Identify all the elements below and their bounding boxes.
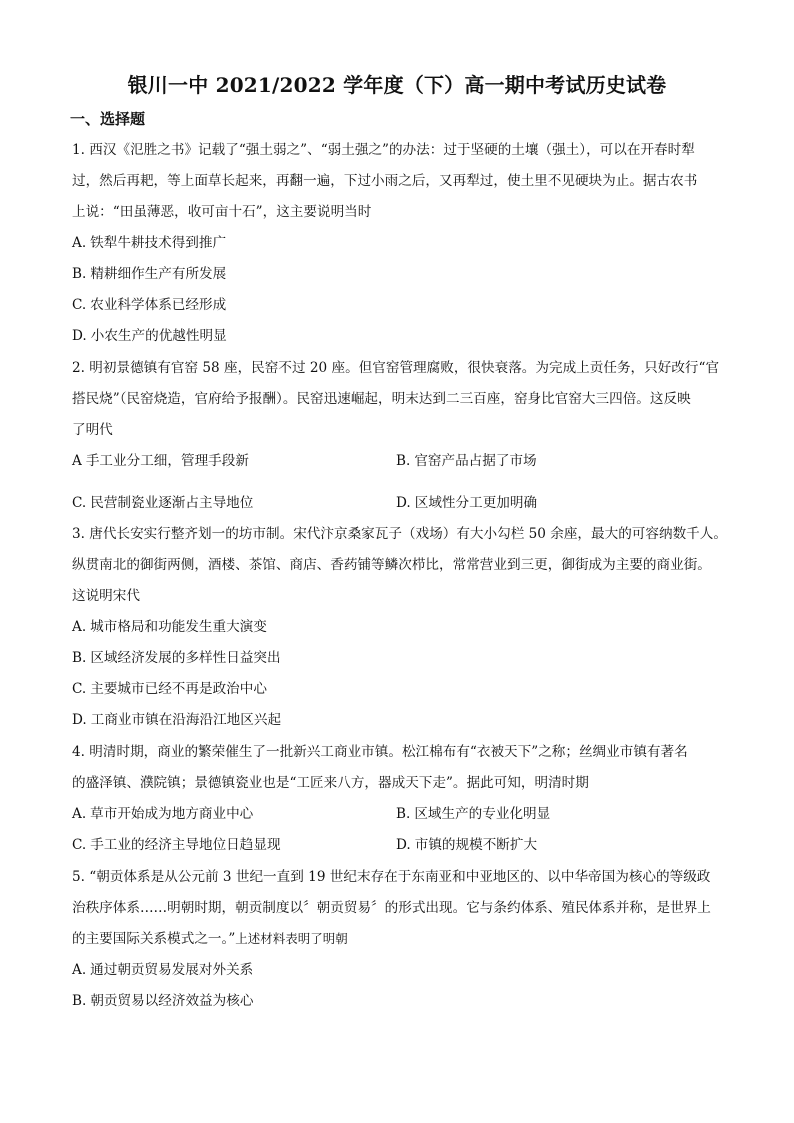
question-5-stem-quote-end: 的主要国际关系模式之一。” <box>72 931 236 947</box>
option-letter: D. <box>72 328 87 344</box>
question-2-option-d[interactable] <box>396 493 537 513</box>
option-letter: B. <box>396 806 411 822</box>
option-letter: A <box>72 453 82 469</box>
question-3-stem-line: 这说明宋代 <box>72 588 140 604</box>
question-1-stem-line: 过，然后再耙，等上面草长起来，再翻一遍，下过小雨之后，又再犁过，使土里不见硬块为止。据古农书 <box>72 173 698 189</box>
section-heading: 一、选择题 <box>70 110 146 128</box>
question-4-option-a[interactable] <box>72 804 253 824</box>
question-5-option-b[interactable] <box>72 991 253 1011</box>
question-5-option-a[interactable] <box>72 960 253 980</box>
question-3-stem-line: 纵贯南北的御街两侧，酒楼、茶馆、商店、香药铺等鳞次栉比，常常营业到三更，御街成为主要的商业街。 <box>72 557 711 573</box>
option-text: 铁犁牛耕技术得到推广 <box>90 235 227 251</box>
question-1-option-d[interactable] <box>72 326 227 346</box>
question-4-option-c[interactable] <box>72 835 281 855</box>
question-2-stem-line: 2. 明初景德镇有官窑 58 座，民窑不过 20 座。但官窑管理腐败，很快衰落。为完成上贡任务，只好改行“官 <box>72 360 720 376</box>
option-text: 草市开始成为地方商业中心 <box>90 806 254 822</box>
option-letter: A. <box>72 806 87 822</box>
option-text: 市镇的规模不断扩大 <box>414 837 538 853</box>
option-text: 民营制瓷业逐渐占主导地位 <box>90 495 254 511</box>
option-letter: C. <box>72 495 87 511</box>
question-2-stem-line: 搭民烧”（民窑烧造，官府给予报酬）。民窑迅速崛起，明末达到二三百座，窑身比官窑大三四倍。这反映 <box>72 391 691 407</box>
question-5-stem-line-last <box>72 929 348 949</box>
option-letter: A. <box>72 962 87 978</box>
question-2-option-b[interactable] <box>396 451 537 471</box>
option-letter: C. <box>72 681 87 697</box>
option-text: 区域生产的专业化明显 <box>414 806 551 822</box>
option-letter: D. <box>396 495 411 511</box>
question-5-stem-tail: 上述材料表明了明朝 <box>235 931 348 946</box>
option-text: 小农生产的优越性明显 <box>90 328 227 344</box>
question-3-option-c[interactable] <box>72 679 267 699</box>
question-3-option-b[interactable] <box>72 648 281 668</box>
option-text: 主要城市已经不再是政治中心 <box>90 681 267 697</box>
question-1-option-a[interactable] <box>72 233 226 253</box>
question-4-option-b[interactable] <box>396 804 550 824</box>
page-title: 银川一中 2021/2022 学年度（下）高一期中考试历史试卷 <box>127 73 667 97</box>
option-letter: D. <box>72 712 87 728</box>
option-letter: D. <box>396 837 411 853</box>
question-1-stem-line: 上说：“田虽薄恶，收可亩十石”，这主要说明当时 <box>72 204 372 220</box>
question-1-option-c[interactable] <box>72 295 226 315</box>
question-3-option-d[interactable] <box>72 710 281 730</box>
option-letter: C. <box>72 837 87 853</box>
question-3-option-a[interactable] <box>72 617 267 637</box>
option-text: 手工业分工细，管理手段新 <box>85 453 249 469</box>
option-letter: A. <box>72 619 87 635</box>
option-text: 区域性分工更加明确 <box>414 495 538 511</box>
question-4-stem-line: 4. 明清时期，商业的繁荣催生了一批新兴工商业市镇。松江棉布有“衣被天下”之称；丝绸业市镇有著名 <box>72 744 688 760</box>
option-text: 手工业的经济主导地位日趋显现 <box>90 837 281 853</box>
option-text: 通过朝贡贸易发展对外关系 <box>90 962 254 978</box>
option-text: 官窑产品占据了市场 <box>414 453 537 469</box>
question-1-stem-line: 1. 西汉《氾胜之书》记载了“强土弱之”、“弱土强之”的办法：过于坚硬的土壤（强土），可以在开春时犁 <box>72 142 695 158</box>
question-2-option-a[interactable] <box>72 451 249 471</box>
question-2-option-c[interactable] <box>72 493 253 513</box>
option-letter: B. <box>72 993 87 1009</box>
option-text: 朝贡贸易以经济效益为核心 <box>90 993 254 1009</box>
question-5-stem-line: 治秩序体系……明朝时期，朝贡制度以〞朝贡贸易〞的形式出现。它与条约体系、殖民体系并称，是世界上 <box>72 900 711 916</box>
option-letter: B. <box>396 453 411 469</box>
question-4-option-d[interactable] <box>396 835 537 855</box>
option-letter: C. <box>72 297 87 313</box>
option-text: 城市格局和功能发生重大演变 <box>90 619 267 635</box>
option-letter: B. <box>72 650 87 666</box>
option-letter: B. <box>72 266 87 282</box>
question-5-stem-line: 5. “朝贡体系是从公元前 3 世纪一直到 19 世纪末存在于东南亚和中亚地区的、以中华帝国为核心的等级政 <box>72 869 711 885</box>
option-letter: A. <box>72 235 87 251</box>
option-text: 区域经济发展的多样性日益突出 <box>90 650 281 666</box>
option-text: 精耕细作生产有所发展 <box>90 266 227 282</box>
option-text: 工商业市镇在沿海沿江地区兴起 <box>90 712 282 728</box>
question-2-stem-line: 了明代 <box>72 422 113 438</box>
option-text: 农业科学体系已经形成 <box>90 297 227 313</box>
question-1-option-b[interactable] <box>72 264 226 284</box>
question-4-stem-line: 的盛泽镇、濮院镇；景德镇瓷业也是“工匠来八方，器成天下走”。据此可知，明清时期 <box>72 775 589 791</box>
question-3-stem-line: 3. 唐代长安实行整齐划一的坊市制。宋代汴京桑家瓦子（戏场）有大小勾栏 50 余座，最大的可容纳数千人。 <box>72 526 727 542</box>
